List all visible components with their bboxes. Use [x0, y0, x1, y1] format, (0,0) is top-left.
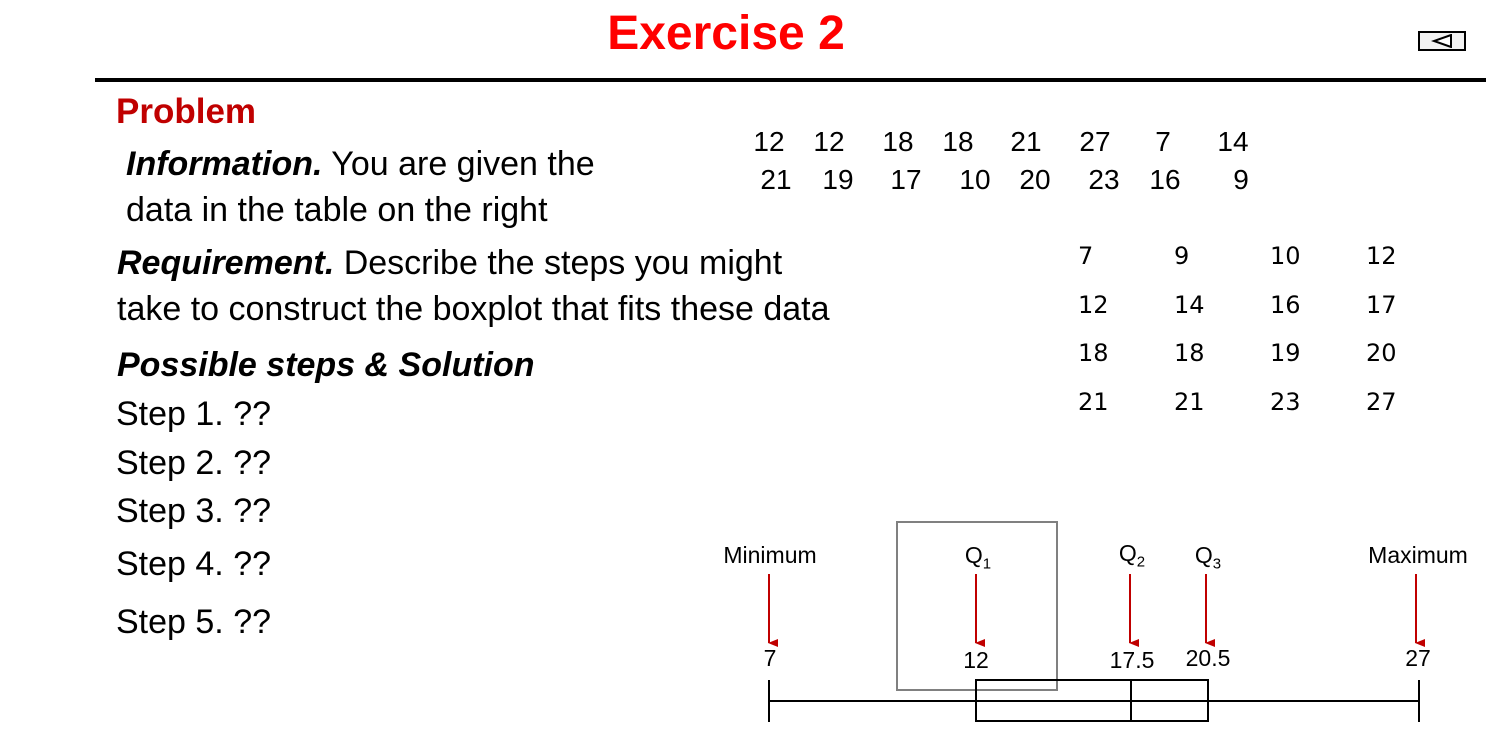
- maximum-label: Maximum: [1368, 542, 1468, 568]
- raw-value: 20: [1019, 164, 1051, 195]
- raw-value: 18: [942, 126, 974, 157]
- q3-label: [1195, 542, 1221, 573]
- sorted-value: 21: [1174, 388, 1205, 416]
- q2-letter: Q: [1118, 540, 1137, 566]
- sorted-value: 14: [1174, 291, 1205, 319]
- step-5: Step 5. ??: [116, 603, 272, 641]
- sorted-value: 16: [1270, 291, 1301, 319]
- q1-label: [965, 542, 991, 573]
- sorted-value: 23: [1270, 388, 1301, 416]
- q3-subscript: 3: [1212, 555, 1222, 573]
- raw-value: 21: [1010, 126, 1042, 157]
- sorted-value: 9: [1174, 242, 1190, 270]
- steps-heading: Possible steps & Solution: [117, 346, 535, 384]
- requirement-label: Requirement.: [117, 244, 335, 282]
- raw-value: 10: [959, 164, 991, 195]
- minimum-label: Minimum: [723, 542, 817, 568]
- maximum-value: 27: [1405, 645, 1431, 671]
- raw-value: 7: [1155, 126, 1171, 157]
- raw-value: 16: [1149, 164, 1181, 195]
- requirement-line-1: Describe the steps you might: [334, 244, 783, 282]
- q1-value: 12: [963, 647, 989, 673]
- q2-value: 17.5: [1109, 647, 1155, 673]
- sorted-value: 21: [1078, 388, 1109, 416]
- step-1: Step 1. ??: [116, 395, 272, 433]
- problem-heading: Problem: [116, 92, 257, 131]
- sorted-value: 20: [1366, 339, 1397, 367]
- information-line-2: data in the table on the right: [126, 191, 548, 229]
- sorted-value: 10: [1270, 242, 1301, 270]
- raw-value: 23: [1088, 164, 1120, 195]
- q2-subscript: 2: [1136, 553, 1146, 571]
- raw-value: 19: [822, 164, 854, 195]
- sorted-value: 27: [1366, 388, 1397, 416]
- raw-value: 12: [813, 126, 845, 157]
- q2-label: [1119, 540, 1145, 571]
- sorted-value: 19: [1270, 339, 1301, 367]
- slide-title: Exercise 2: [607, 7, 845, 60]
- step-3: Step 3. ??: [116, 492, 272, 530]
- sorted-value: 12: [1078, 291, 1109, 319]
- raw-value: 9: [1233, 164, 1249, 195]
- raw-value: 27: [1079, 126, 1111, 157]
- step-4: Step 4. ??: [116, 545, 272, 583]
- information-label: Information.: [126, 145, 323, 183]
- sorted-value: 18: [1174, 339, 1205, 367]
- step-2: Step 2. ??: [116, 444, 272, 482]
- raw-value: 12: [753, 126, 785, 157]
- q1-letter: Q: [964, 542, 983, 568]
- information-line-1: You are given the: [322, 145, 595, 183]
- minimum-value: 7: [763, 645, 777, 671]
- sorted-value: 12: [1366, 242, 1397, 270]
- raw-value: 17: [890, 164, 922, 195]
- sorted-value: 17: [1366, 291, 1397, 319]
- raw-value: 21: [760, 164, 792, 195]
- q3-value: 20.5: [1185, 645, 1231, 671]
- sorted-value: 18: [1078, 339, 1109, 367]
- sorted-value: 7: [1078, 242, 1094, 270]
- q1-subscript: 1: [982, 555, 992, 573]
- raw-value: 14: [1217, 126, 1249, 157]
- q3-letter: Q: [1194, 542, 1213, 568]
- requirement-line-2: take to construct the boxplot that fits these data: [117, 290, 830, 328]
- raw-value: 18: [882, 126, 914, 157]
